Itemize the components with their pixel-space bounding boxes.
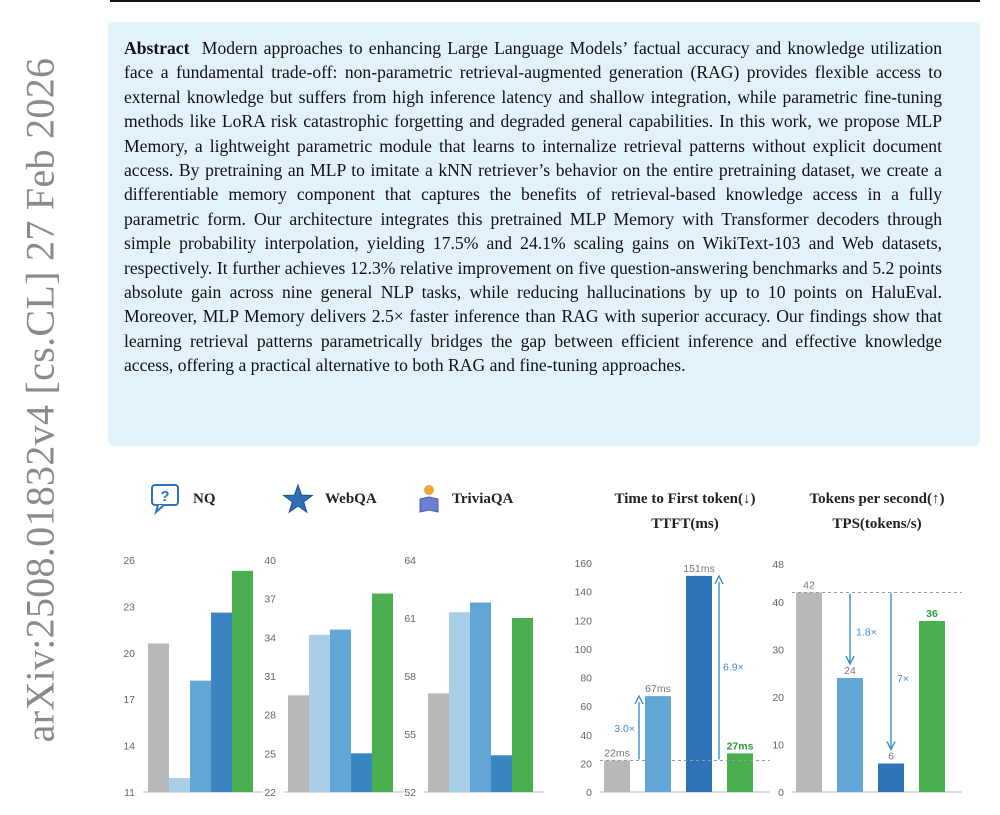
speedup-annotation: 1.8× [856,626,877,639]
y-tick-label: 14 [123,740,135,753]
y-tick-label: 34 [264,632,276,645]
y-tick-label: 20 [580,758,592,771]
speedup-annotation: 3.0× [614,722,635,735]
bar-value-label: 27ms [726,740,754,753]
chart-subtitle: TPS(tokens/s) [832,516,922,532]
bar [351,753,372,792]
y-tick-label: 28 [264,709,276,722]
y-tick-label: 22 [264,787,276,799]
y-tick-label: 0 [778,787,784,799]
book-icon [420,497,438,512]
book-reader-icon [424,485,434,495]
bar [837,678,863,792]
y-tick-label: 160 [574,558,592,570]
bar-value-label: 24 [844,665,856,677]
y-tick-label: 140 [574,586,592,599]
speedup-annotation: 7× [897,673,909,685]
bar [211,613,232,792]
bar [148,644,169,792]
chart-subtitle: TTFT(ms) [651,516,719,532]
y-tick-label: 64 [404,555,416,567]
y-tick-label: 40 [580,729,592,742]
y-tick-label: 55 [404,729,416,741]
bar [470,603,491,792]
y-tick-label: 80 [580,672,592,685]
y-tick-label: 100 [574,643,592,656]
bar [645,696,671,792]
y-tick-label: 10 [772,739,784,752]
y-tick-label: 120 [574,615,592,628]
bar-value-label: 151ms [683,562,715,575]
y-tick-label: 61 [404,613,416,625]
question-mark-glyph: ? [160,488,170,505]
bar [288,695,309,792]
star-icon [284,485,313,512]
bar [491,755,512,792]
y-tick-label: 25 [264,748,276,761]
y-tick-label: 23 [123,601,135,614]
abstract-heading: Abstract [124,38,190,58]
bar [686,576,712,792]
y-tick-label: 31 [264,671,276,683]
bar-value-label: 6 [888,750,894,763]
y-tick-label: 48 [772,559,784,571]
speedup-annotation: 6.9× [723,661,744,674]
bar-value-label: 36 [926,608,938,620]
chart-title: Tokens per second(↑) [809,491,945,507]
bar [309,635,330,792]
y-tick-label: 40 [264,555,276,567]
chart-title: Time to First token(↓) [614,491,756,507]
bar [727,753,753,792]
bar-value-label: 22ms [604,747,630,760]
bar [330,630,351,792]
bar [512,618,533,792]
bar-value-label: 42 [803,579,815,592]
y-tick-label: 11 [124,787,135,799]
y-tick-label: 0 [586,787,592,799]
arxiv-id-text: arXiv:2508.01832v4 [cs.CL] 27 Feb 2026 [17,57,63,743]
bar [604,761,630,792]
bar [169,778,190,792]
y-tick-label: 40 [772,597,784,609]
bar [190,681,211,792]
chart-title: NQ [193,491,216,507]
question-chat-icon-tail [156,505,164,512]
y-tick-label: 58 [404,671,416,683]
bar-value-label: 67ms [645,683,671,696]
bar [878,764,904,793]
y-tick-label: 20 [123,647,135,660]
y-tick-label: 60 [580,701,592,714]
bar [232,571,253,792]
y-tick-label: 52 [404,787,416,799]
bar [372,594,393,792]
bar [428,693,449,792]
y-tick-label: 20 [772,692,784,704]
chart-title: WebQA [325,491,377,507]
abstract-body: Modern approaches to enhancing Large Language Models’ factual accuracy and knowledge utilization face a fundamental trade-off: non-parametric retrieval-augmented generation (RAG) provides flexible access to external knowledge but suffers from high inference latency and shallow integration, while parametric fine-tuning methods like LoRA risk catastrophic forgetting and degraded general capabilities. In this work, we propose MLP Memory, a lightweight parametric module that learns to internalize retrieval patterns without explicit document access. By pretraining an MLP to imitate a kNN retriever’s behavior on the entire pretraining dataset, we create a differentiable memory component that captures the benefits of retrieval-based knowledge access in a fully parametric form. Our architecture integrates this pretrained MLP Memory with Transformer decoders through simple probability interpolation, yielding 17.5% and 24.1% scaling gains on WikiText-103 and Web datasets, respectively. It further achieves 12.3% relative improvement on five question-answering benchmarks and 5.2 points absolute gain across nine general NLP tasks, while reducing hallucinations by up to 10 points on HaluEval. Moreover, MLP Memory delivers 2.5× faster inference than RAG with superior accuracy. Our findings show that learning retrieval patterns parametrically bridges the gap between efficient inference and effective knowledge access, offering a practical alternative to both RAG and fine-tuning approaches. [124,38,943,376]
y-tick-label: 17 [123,694,135,707]
y-tick-label: 37 [264,593,276,606]
y-tick-label: 26 [123,555,135,567]
bar [796,593,822,793]
bar [919,621,945,792]
chart-title: TriviaQA [452,491,514,507]
bar [449,612,470,792]
y-tick-label: 30 [772,644,784,657]
